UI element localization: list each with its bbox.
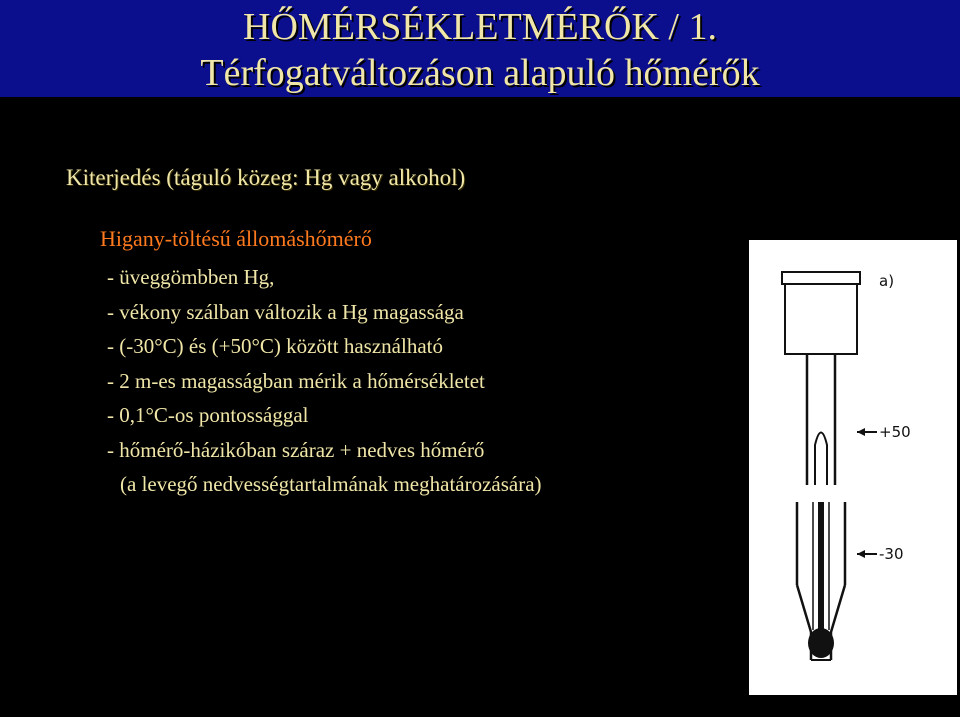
bullet-item: (a levegő nedvességtartalmának meghatározására) <box>120 472 542 496</box>
arrow-head-plus50 <box>857 428 865 436</box>
bullet-item: - 0,1°C-os pontossággal <box>107 403 309 427</box>
thermometer-cap <box>782 272 860 284</box>
arrow-head-minus30 <box>857 550 865 558</box>
bullet-item: - vékony szálban változik a Hg magassága <box>107 299 464 324</box>
bullet-item: - hőmérő-házikóban száraz + nedves hőmérő <box>107 437 485 462</box>
taper-left <box>797 585 811 660</box>
bullet-item: - (-30°C) és (+50°C) között használható <box>107 334 443 358</box>
bullet-list <box>107 260 542 502</box>
thermometer-drawing <box>749 240 957 695</box>
label-plus50: +50 <box>879 423 911 441</box>
bullet-item: - 2 m-es magasságban mérik a hőmérsékletet <box>107 368 485 393</box>
section-heading: Higany-töltésű állomáshőmérő <box>100 226 372 251</box>
taper-right <box>831 585 845 660</box>
bullet-item: - üveggömbben Hg, <box>107 265 275 289</box>
mercury-column <box>818 502 824 630</box>
expansion-subtitle: Kiterjedés (táguló közeg: Hg vagy alkohol) <box>66 165 466 190</box>
mercury-bulb <box>808 628 834 658</box>
slide-title: HŐMÉRSÉKLETMÉRŐK / 1. <box>243 6 717 48</box>
slide-subtitle-title: Térfogatváltozáson alapuló hőmérők <box>200 52 760 94</box>
label-a: a) <box>879 272 895 290</box>
capillary-loop <box>815 433 827 486</box>
thermometer-housing <box>785 284 857 354</box>
label-minus30: -30 <box>879 545 904 563</box>
thermometer-figure <box>749 240 957 695</box>
